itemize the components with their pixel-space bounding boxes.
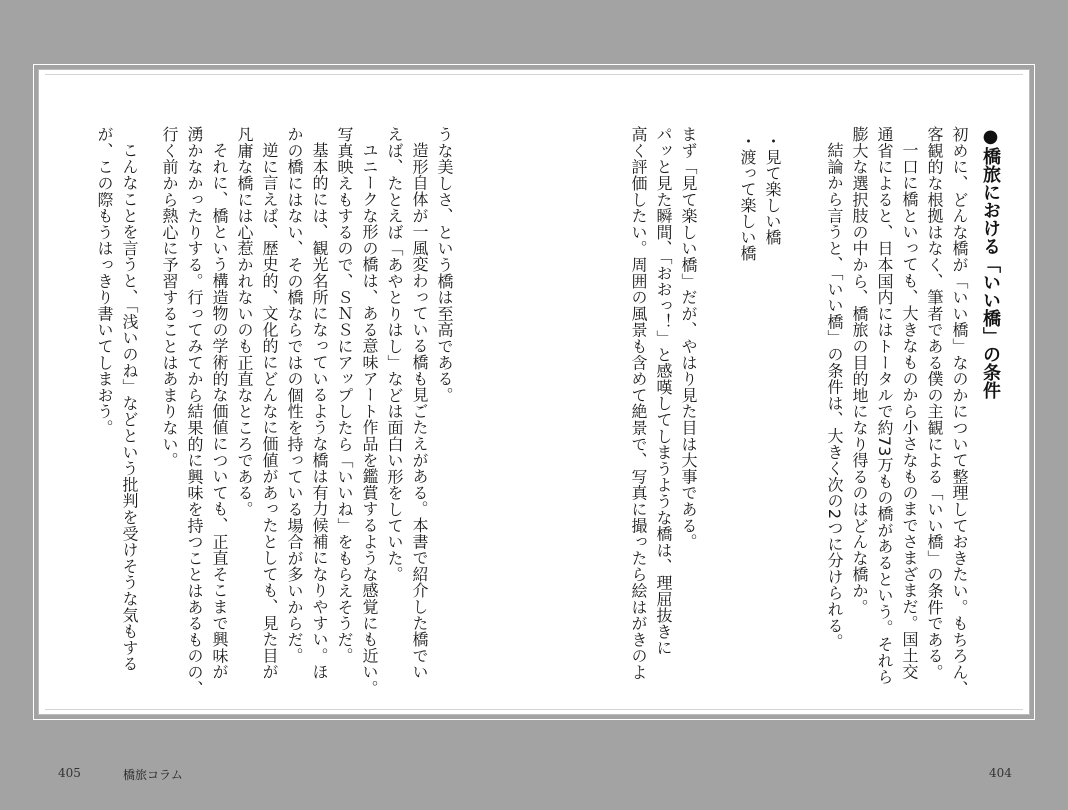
text-line: 初めに、どんな橋が「いい橋」なのかについて整理しておきたい。もちろん、 [950,126,969,697]
bottom-rule [45,709,1023,710]
top-rule [45,74,1023,75]
text-line: まず「見て楽しい橋」だが、やはり見た目は大事である。 [679,126,698,550]
text-line: 客観的な根拠はなく、筆者である僕の主観による「いい橋」の条件である。 [925,126,944,681]
text-line: うな美しさ、という橋は至高である。 [435,126,454,404]
text-line: 写真映えもするので、ＳＮＳにアップしたら「いいね」をもらえそうだ。 [335,126,354,664]
text-line: ユニークな形の橋は、ある意味アート作品を鑑賞するような感覚にも近い。 [360,142,379,697]
right-page-number: 404 [989,766,1012,780]
text-line: 造形自体が一風変わっている橋も見ごたえがある。本書で紹介した橋でい [410,142,429,680]
text-line: それに、橋という構造物の学術的な価値についても、正直そこまで興味が [210,142,229,680]
text-line: 逆に言えば、歴史的、文化的にどんなに価値があったとしても、見た目が [260,142,279,680]
text-line: こんなことを言うと、「浅いのね」などという批判を受けそうな気もする [120,142,139,672]
text-line: えば、たとえば「あやとりはし」などは面白い形をしていた。 [385,126,404,583]
list-item: ・渡って楽しい橋 [738,133,757,261]
text-line: 凡庸な橋には心惹かれないのも正直なところである。 [235,126,254,518]
text-line: 湧かなかったりする。行ってみてから結果的に興味を持つことはあるものの、 [185,126,204,697]
running-head: 橋旅コラム [123,768,183,782]
text-line: パッと見た瞬間、「おおっ！」と感嘆してしまうような橋は、理屈抜きに [654,126,673,656]
text-line: が、この際もうはっきり書いてしまおう。 [95,126,114,436]
section-heading: ●橋旅における「いい橋」の条件 [980,126,1001,399]
list-item: ・見て楽しい橋 [763,133,782,245]
text-line: 一口に橋といっても、大きなものから小さなものまでさまざまだ。国土交 [900,142,919,680]
text-line: 基本的には、観光名所になっているような橋は有力候補になりやすい。ほ [310,142,329,680]
text-line: 通省によると、日本国内にはトータルで約73万もの橋があるという。それら [875,126,894,685]
left-page-number: 405 [58,766,81,780]
text-line: かの橋にはない、その橋ならではの個性を持っている場合が多いからだ。 [285,126,304,664]
text-line: 結論から言うと、「いい橋」の条件は、大きく次の2つに分けられる。 [825,142,844,650]
text-line: 行く前から熱心に予習することはあまりない。 [160,126,179,469]
text-line: 高く評価したい。周囲の風景も含めて絶景で、写真に撮ったら絵はがきのよ [629,126,648,681]
text-line: 膨大な選択肢の中から、橋旅の目的地になり得るのはどんな橋か。 [850,126,869,615]
